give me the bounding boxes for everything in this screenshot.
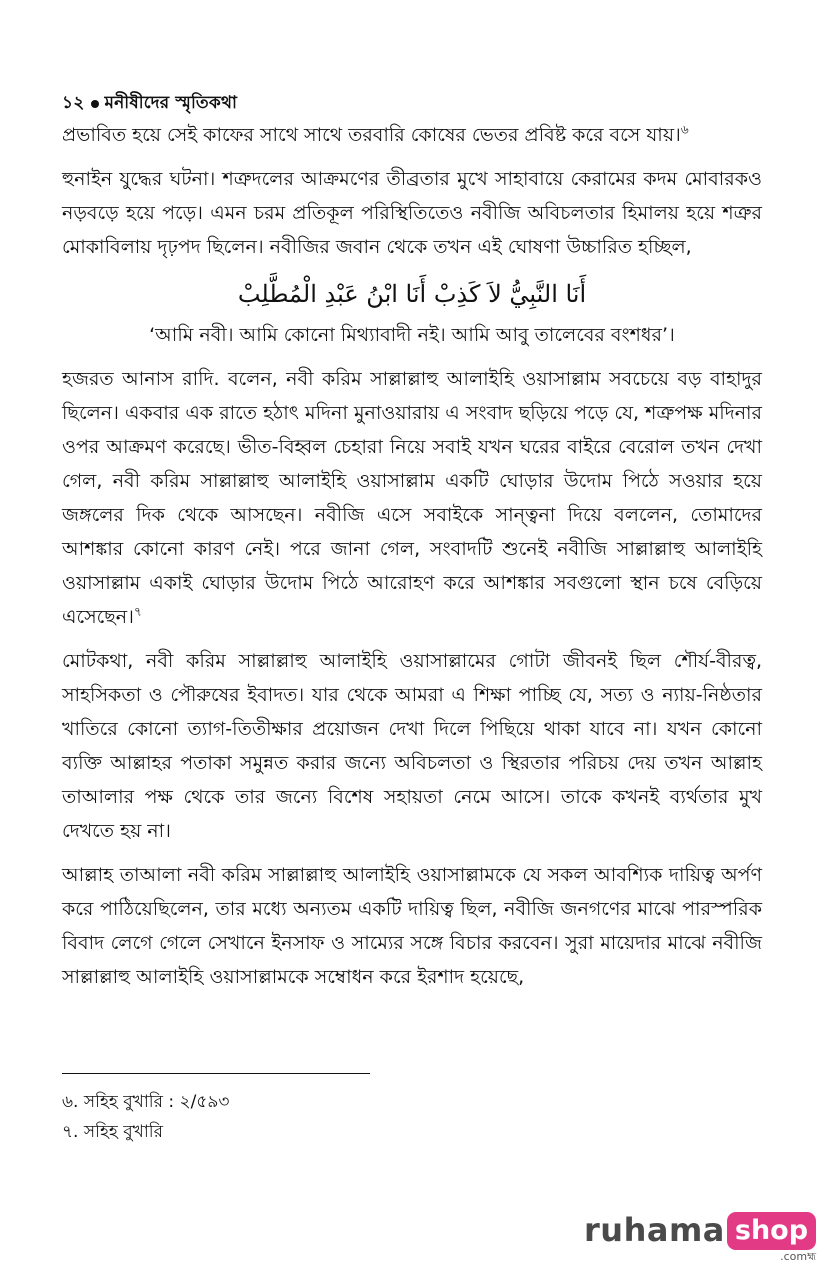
page-number: ১২ xyxy=(62,93,85,113)
arabic-verse: أَنَا النَّبِيُّ لاَ كَذِبْ أَنَا ابْنُ عَبْدِ الْمُطَّلِبْ xyxy=(237,280,587,308)
running-header xyxy=(62,90,237,118)
logo-shop-badge xyxy=(727,1210,816,1263)
footnote-ref-6[interactable]: ৬ xyxy=(680,122,689,137)
paragraph-2: হুনাইন যুদ্ধের ঘটনা। শত্রুদলের আক্রমণের তীব্রতার মুখে সাহাবায়ে কেরামের কদম মোবারকও নড়বড়ে হয়ে পড়ে। এমন চরম প্রতিকূল পরিস্থিতিতেও নবীজি অবিচলতার হিমালয় হয়ে শত্রুর মোকাবিলায় দৃঢ়পদ ছিলেন। নবীজির জবান থেকে তখন এই ঘোষণা উচ্চারিত হচ্ছিল, xyxy=(62,168,762,258)
logo-text-domain: .comহ্ম xyxy=(780,1250,817,1263)
logo-text-shop: shop xyxy=(727,1212,816,1250)
page-body xyxy=(62,118,762,1004)
book-title: মনীষীদের স্মৃতিকথা xyxy=(104,93,238,113)
logo-text-ruhama: ruhama xyxy=(584,1211,725,1249)
paragraph-3-text: হজরত আনাস রাদি. বলেন, নবী করিম সাল্লাল্লাহু আলাইহি ওয়াসাল্লাম সবচেয়ে বড় বাহাদুর ছিলেন। একবার এক রাতে হঠাৎ মদিনা মুনাওয়ারায় এ সংবাদ ছড়িয়ে পড়ে যে, শত্রুপক্ষ মদিনার ওপর আক্রমণ করেছে। ভীত-বিহ্বল চেহারা নিয়ে সবাই যখন ঘরের বাইরে বেরোল তখন দেখা গেল, নবী করিম সাল্লাল্লাহু আলাইহি ওয়াসাল্লাম একটি ঘোড়ার উদোম পিঠে সওয়ার হয়ে জঙ্গলের দিক থেকে আসছেন। নবীজি এসে সবাইকে সান্ত্বনা দিয়ে বললেন, তোমাদের আশঙ্কার কোনো কারণ নেই। পরে জানা গেল, সংবাদটি শুনেই নবীজি সাল্লাল্লাহু আলাইহি ওয়াসাল্লাম একাই ঘোড়ার উদোম পিঠে আরোহণ করে আশঙ্কার সবগুলো স্থান চষে বেড়িয়ে এসেছেন। xyxy=(62,368,762,628)
footnote-divider xyxy=(62,1073,370,1074)
paragraph-1-text: প্রভাবিত হয়ে সেই কাফের সাথে সাথে তরবারি কোষের ভেতর প্রবিষ্ট করে বসে যায়। xyxy=(62,124,681,146)
bullet-dot-icon xyxy=(91,100,99,108)
verse-translation: ‘আমি নবী। আমি কোনো মিথ্যাবাদী নই। আমি আবু তালেবের বংশধর’। xyxy=(149,324,675,346)
footnote-ref-7[interactable]: ৭ xyxy=(133,604,142,619)
publisher-logo xyxy=(584,1210,816,1263)
paragraph-5: আল্লাহ তাআলা নবী করিম সাল্লাল্লাহু আলাইহি ওয়াসাল্লামকে যে সকল আবশ্যিক দায়িত্ব অর্পণ করে পাঠিয়েছিলেন, তার মধ্যে অন্যতম একটি দায়িত্ব ছিল, নবীজি জনগণের মাঝে পারস্পরিক বিবাদ লেগে গেলে সেখানে ইনসাফ ও সাম্যের সঙ্গে বিচার করবেন। সুরা মায়েদার মাঝে নবীজি সাল্লাল্লাহু আলাইহি ওয়াসাল্লামকে সম্বোধন করে ইরশাদ হয়েছে, xyxy=(62,864,762,988)
footnote-6: ৬. সহিহ বুখারি : ২/৫৯৩ xyxy=(62,1092,230,1112)
paragraph-3 xyxy=(62,362,762,634)
paragraph-4: মোটকথা, নবী করিম সাল্লাল্লাহু আলাইহি ওয়াসাল্লামের গোটা জীবনই ছিল শৌর্য-বীরত্ব, সাহসিকতা ও পৌরুষের ইবাদত। যার থেকে আমরা এ শিক্ষা পাচ্ছি যে, সত্য ও ন্যায়-নিষ্ঠতার খাতিরে কোনো ত্যাগ-তিতীক্ষার প্রয়োজন দেখা দিলে পিছিয়ে থাকা যাবে না। যখন কোনো ব্যক্তি আল্লাহর পতাকা সমুন্নত করার জন্যে অবিচলতা ও স্থিরতার পরিচয় দেয় তখন আল্লাহ তাআলার পক্ষ থেকে তার জন্যে বিশেষ সহায়তা নেমে আসে। তাকে কখনই ব্যর্থতার মুখ দেখতে হয় না। xyxy=(62,650,762,842)
footnotes xyxy=(62,1087,229,1147)
paragraph-1 xyxy=(62,118,762,152)
footnote-7: ৭. সহিহ বুখারি xyxy=(62,1122,163,1142)
